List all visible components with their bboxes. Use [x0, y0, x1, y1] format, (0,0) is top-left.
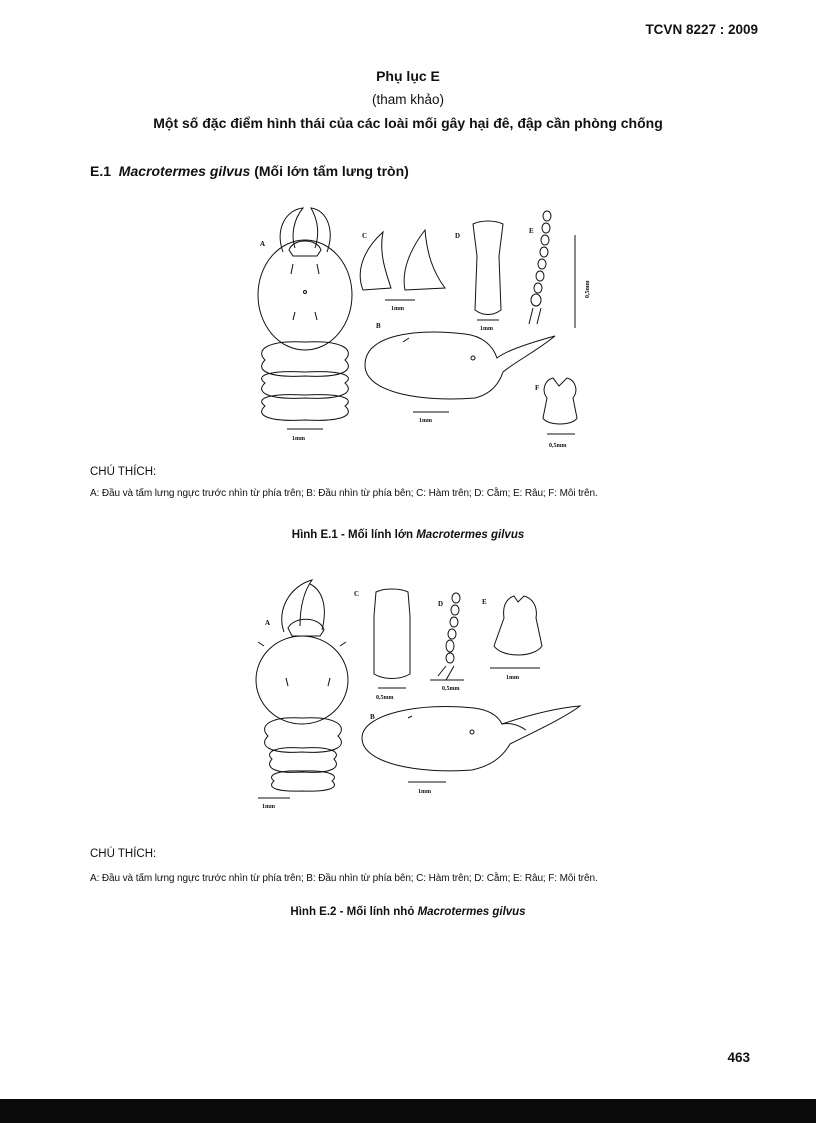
section-heading: [90, 163, 409, 179]
figure-e1-caption-species: Macrotermes gilvus: [416, 529, 525, 541]
fig2-label-e: E: [482, 598, 487, 606]
section-common-name: (Mối lớn tấm lưng tròn): [254, 163, 409, 179]
fig1-label-d: D: [455, 232, 461, 240]
fig1-scale-d: 1mm: [480, 326, 493, 332]
appendix-heading: Một số đặc điểm hình thái của các loài mối gây hại đê, đập cần phòng chống: [153, 115, 663, 131]
fig2-scale-e: 1mm: [506, 675, 519, 681]
fig2-postmentum: [374, 589, 410, 688]
fig2-scale-c: 0,5mm: [376, 695, 394, 701]
fig1-head-lateral: [365, 332, 555, 412]
fig2-labrum: [490, 596, 542, 668]
figure-e2-illustration: [250, 576, 600, 821]
fig2-scale-b: 1mm: [418, 789, 431, 795]
page-number: 463: [727, 1050, 750, 1065]
figure-e2-note-heading: CHÚ THÍCH:: [90, 848, 157, 860]
fig1-head-dorsal: [258, 208, 352, 429]
standard-id: TCVN 8227 : 2009: [645, 22, 758, 37]
fig2-label-b: B: [370, 713, 375, 721]
fig1-mandibles: [360, 230, 445, 300]
figure-e2-note: A: Đầu và tấm lưng ngực trước nhìn từ phía trên; B: Đầu nhìn từ phía bên; C: Hàm trên; D: Cằm; E: Râu; F: Môi trên.: [90, 873, 598, 884]
fig2-antenna: [430, 593, 464, 680]
section-number: E.1: [90, 163, 112, 179]
fig1-label-a: A: [260, 240, 266, 248]
fig1-label-b: B: [376, 322, 381, 330]
figure-e2-caption: [0, 906, 816, 918]
fig2-label-d: D: [438, 600, 444, 608]
fig1-label-f: F: [535, 384, 540, 392]
fig2-scale-a: 1mm: [262, 804, 275, 810]
appendix-title: Phụ lục E: [376, 68, 440, 84]
fig2-head-lateral: [362, 706, 580, 782]
figure-e2-caption-prefix: Hình E.2 - Mối lính nhỏ: [290, 906, 415, 918]
figure-e1-note: A: Đầu và tấm lưng ngực trước nhìn từ phía trên; B: Đầu nhìn từ phía bên; C: Hàm trên; D: Cằm; E: Râu; F: Môi trên.: [90, 488, 598, 499]
fig1-labrum: [543, 378, 577, 434]
fig1-antenna: [529, 211, 575, 328]
fig2-head-dorsal: [256, 580, 348, 798]
fig1-scale-b: 1mm: [419, 418, 432, 424]
figure-e1-illustration: [245, 200, 595, 458]
figure-e1-caption-prefix: Hình E.1 - Mối lính lớn: [291, 529, 414, 541]
fig1-label-e: E: [529, 227, 534, 235]
fig1-scale-f: 0,5mm: [549, 443, 567, 449]
figure-e1-note-heading: CHÚ THÍCH:: [90, 466, 157, 478]
fig1-label-c: C: [362, 232, 368, 240]
fig2-label-a: A: [265, 619, 271, 627]
fig2-scale-d: 0,5mm: [442, 686, 460, 692]
scan-border: [0, 1099, 816, 1123]
appendix-subtitle: (tham khảo): [371, 92, 445, 107]
fig2-label-c: C: [354, 590, 360, 598]
fig1-scale-c: 1mm: [391, 306, 404, 312]
figure-e2-caption-species: Macrotermes gilvus: [417, 906, 526, 918]
fig1-scale-a: 1mm: [292, 436, 305, 442]
fig1-scale-e: 0,5mm: [585, 280, 591, 298]
fig1-postmentum: [473, 221, 503, 320]
section-species: Macrotermes gilvus: [118, 163, 251, 179]
figure-e1-caption: [0, 529, 816, 541]
